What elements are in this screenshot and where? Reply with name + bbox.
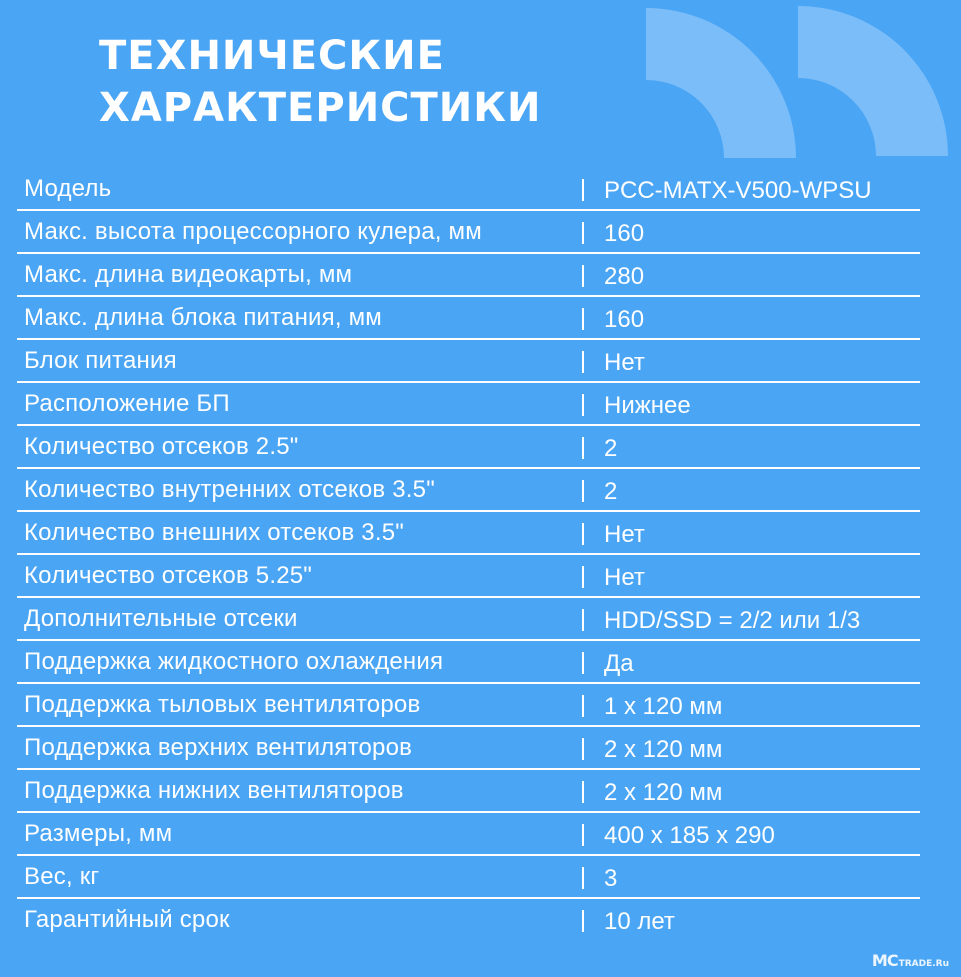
spec-row-model xyxy=(17,168,920,211)
spec-row-external-bays-3-5 xyxy=(17,512,920,555)
column-separator xyxy=(582,222,584,244)
spec-row-dimensions xyxy=(17,813,920,856)
spec-row-top-fans xyxy=(17,727,920,770)
spec-value: 280 xyxy=(604,263,645,290)
spec-row-psu-length xyxy=(17,297,920,340)
spec-value: 400 x 185 x 290 xyxy=(604,822,775,849)
spec-label: Модель xyxy=(24,175,112,202)
spec-row-psu-position xyxy=(17,383,920,426)
column-separator xyxy=(582,652,584,674)
spec-label: Размеры, мм xyxy=(24,820,173,847)
spec-label: Поддержка нижних вентиляторов xyxy=(24,777,404,804)
spec-row-bays-5-25 xyxy=(17,555,920,598)
spec-label: Гарантийный срок xyxy=(24,906,230,933)
spec-label: Количество внешних отсеков 3.5" xyxy=(24,519,404,546)
spec-label: Поддержка жидкостного охлаждения xyxy=(24,648,444,675)
spec-value: HDD/SSD = 2/2 или 1/3 xyxy=(604,607,861,634)
spec-label: Количество отсеков 5.25" xyxy=(24,562,313,589)
spec-label: Поддержка тыловых вентиляторов xyxy=(24,691,421,718)
column-separator xyxy=(582,437,584,459)
column-separator xyxy=(582,695,584,717)
specs-table xyxy=(17,168,920,942)
spec-row-warranty xyxy=(17,899,920,942)
spec-value: Нижнее xyxy=(604,392,691,419)
spec-row-weight xyxy=(17,856,920,899)
spec-row-bays-2-5 xyxy=(17,426,920,469)
spec-row-cpu-cooler-height xyxy=(17,211,920,254)
spec-label: Количество отсеков 2.5" xyxy=(24,433,299,460)
spec-value: 2 x 120 мм xyxy=(604,736,723,763)
column-separator xyxy=(582,179,584,201)
spec-value: 2 xyxy=(604,478,618,505)
column-separator xyxy=(582,480,584,502)
column-separator xyxy=(582,523,584,545)
column-separator xyxy=(582,738,584,760)
spec-value: Нет xyxy=(604,349,645,376)
spec-value: 160 xyxy=(604,306,645,333)
spec-value: 10 лет xyxy=(604,908,675,935)
page-title-line-1: ТЕХНИЧЕСКИЕ xyxy=(99,33,445,79)
page-title-line-2: ХАРАКТЕРИСТИКИ xyxy=(99,85,542,131)
spec-label: Поддержка верхних вентиляторов xyxy=(24,734,413,761)
column-separator xyxy=(582,351,584,373)
spec-value: 2 xyxy=(604,435,618,462)
brand-logo-suffix: TRADE.Ru xyxy=(898,959,949,969)
column-separator xyxy=(582,566,584,588)
spec-value: 3 xyxy=(604,865,618,892)
spec-row-liquid-cooling xyxy=(17,641,920,684)
spec-row-internal-bays-3-5 xyxy=(17,469,920,512)
spec-value: 2 x 120 мм xyxy=(604,779,723,806)
spec-row-additional-bays xyxy=(17,598,920,641)
column-separator xyxy=(582,910,584,932)
spec-label: Дополнительные отсеки xyxy=(24,605,298,632)
spec-label: Количество внутренних отсеков 3.5" xyxy=(24,476,435,503)
spec-value: Нет xyxy=(604,564,645,591)
page-title xyxy=(99,30,619,134)
spec-label: Блок питания xyxy=(24,347,177,374)
spec-label: Расположение БП xyxy=(24,390,230,417)
spec-label: Макс. длина блока питания, мм xyxy=(24,304,382,331)
column-separator xyxy=(582,265,584,287)
spec-label: Макс. длина видеокарты, мм xyxy=(24,261,353,288)
spec-label: Макс. высота процессорного кулера, мм xyxy=(24,218,482,245)
brand-logo-mark: MC xyxy=(871,951,898,970)
spec-row-psu xyxy=(17,340,920,383)
spec-value: 1 x 120 мм xyxy=(604,693,723,720)
spec-value: 160 xyxy=(604,220,645,247)
spec-value: PCC-MATX-V500-WPSU xyxy=(604,177,872,204)
column-separator xyxy=(582,824,584,846)
spec-row-bottom-fans xyxy=(17,770,920,813)
spec-row-rear-fans xyxy=(17,684,920,727)
brand-logo xyxy=(872,953,949,969)
spec-value: Да xyxy=(604,650,634,677)
column-separator xyxy=(582,308,584,330)
spec-row-gpu-length xyxy=(17,254,920,297)
column-separator xyxy=(582,609,584,631)
column-separator xyxy=(582,394,584,416)
spec-label: Вес, кг xyxy=(24,863,100,890)
column-separator xyxy=(582,781,584,803)
spec-value: Нет xyxy=(604,521,645,548)
column-separator xyxy=(582,867,584,889)
